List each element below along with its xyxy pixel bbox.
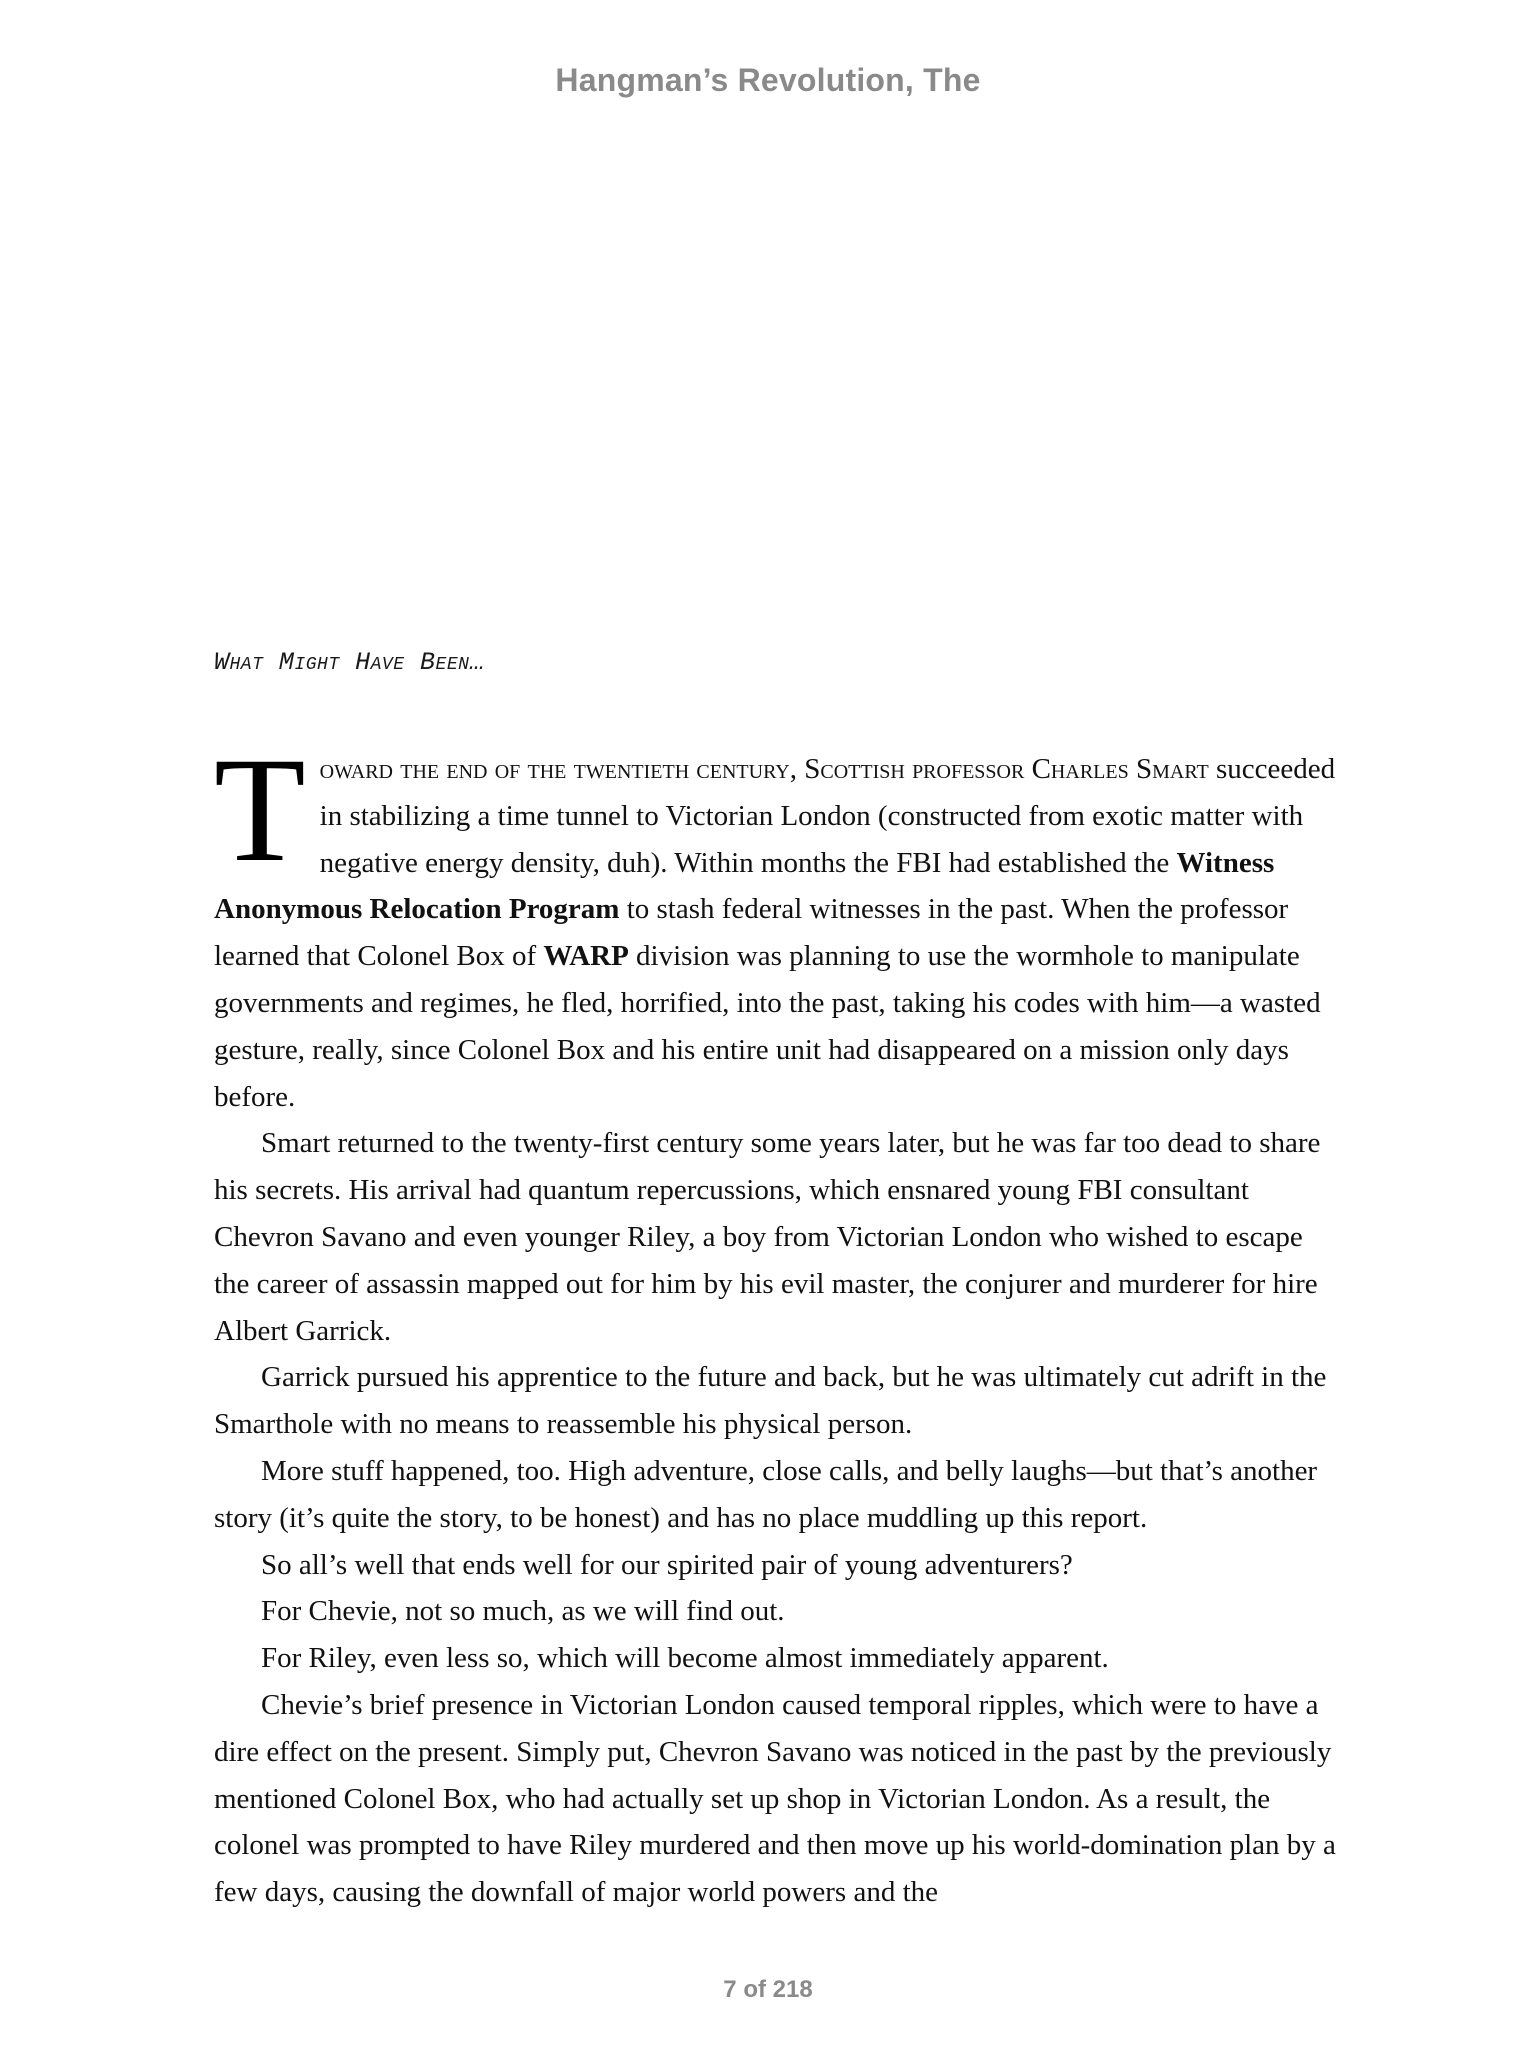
paragraph: Garrick pursued his apprentice to the future and back, but he was ultimately cut adrift in the Smarthole with no means to reassemble his physical person.	[214, 1361, 1327, 1441]
paragraph-text: division was planning to use the wormhole to manipulate governments and regimes, he fled, horrified, into the past, taking his codes with him—a wasted gesture, really, since Colonel Box and his entire unit had disappeared on a mission only days before.	[214, 940, 1321, 1113]
bold-acronym: WARP	[543, 940, 629, 973]
chapter-heading: What Might Have Been…	[214, 648, 485, 677]
paragraph: For Chevie, not so much, as we will find out.	[261, 1595, 785, 1628]
paragraph: For Riley, even less so, which will become almost immediately apparent.	[261, 1642, 1109, 1675]
paragraph: Chevie’s brief presence in Victorian London caused temporal ripples, which were to have a dire effect on the present. Simply put, Chevron Savano was noticed in the past by the previously mentioned Colonel Box, who had actually set up shop in Victorian London. As a result, the colonel was prompted to have Riley murdered and then move up his world-domination plan by a few days, causing the downfall of major world powers and the	[214, 1688, 1336, 1909]
chapter-body	[214, 727, 1344, 1916]
page-indicator: 7 of 218	[723, 1976, 813, 2003]
paragraph-text: to stash federal witnesses in the past. When the professor learned that Colonel Box of	[214, 893, 1289, 973]
paragraph: Smart returned to the twenty-first century some years later, but he was far too dead to share his secrets. His arrival had quantum repercussions, which ensnared young FBI consultant Chevron Savano and even younger Riley, a boy from Victorian London who wished to escape the career of assassin mapped out for him by his evil master, the conjurer and murderer for hire Albert Garrick.	[214, 1127, 1321, 1347]
bold-program-name: Witness Anonymous Relocation Program	[214, 846, 1275, 926]
paragraph-text: succeeded in stabilizing a time tunnel to Victorian London (constructed from exotic matter with negative energy density, duh). Within months the FBI had established the	[319, 753, 1336, 879]
book-title: Hangman’s Revolution, The	[555, 62, 981, 98]
paragraph: More stuff happened, too. High adventure, close calls, and belly laughs—but that’s another story (it’s quite the story, to be honest) and has no place muddling up this report.	[214, 1454, 1318, 1534]
paragraph	[214, 727, 1344, 1120]
drop-cap: T	[214, 727, 306, 893]
paragraph: So all’s well that ends well for our spirited pair of young adventurers?	[261, 1548, 1073, 1581]
lead-in-text: oward the end of the twentieth century, Scottish professor Charles Smart	[319, 753, 1209, 785]
